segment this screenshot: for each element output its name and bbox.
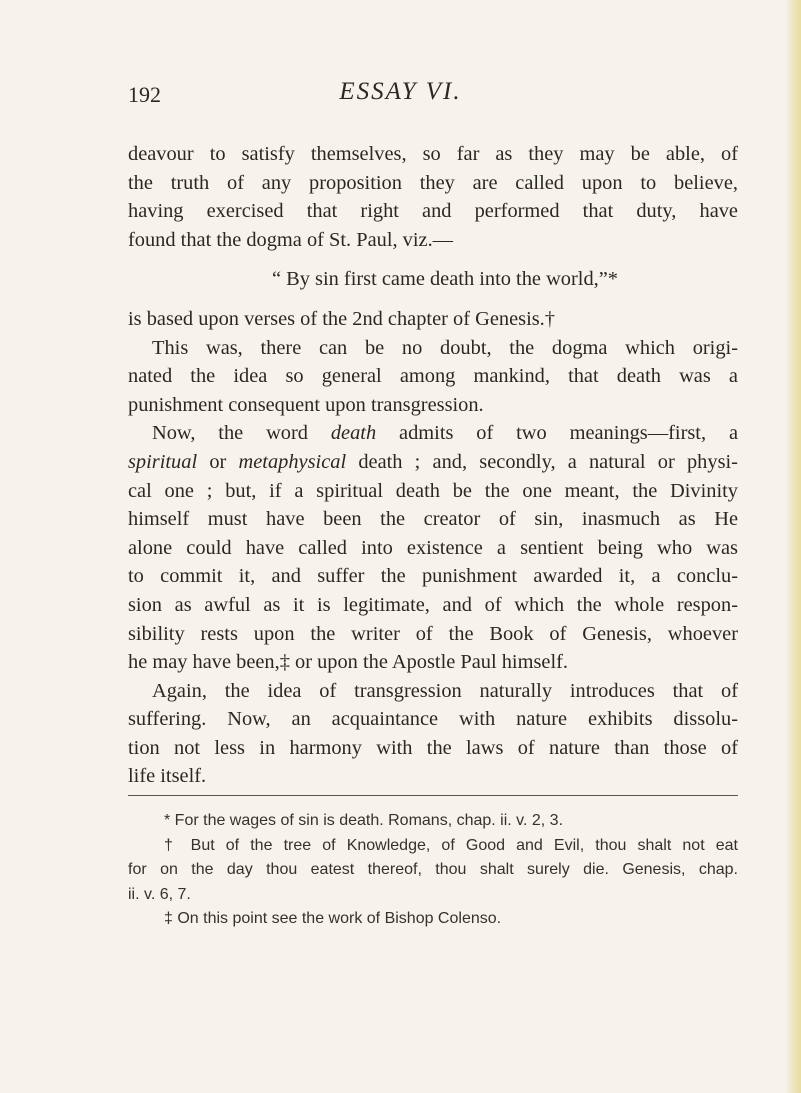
footnote: * For the wages of sin is death. Romans, chap. ii. v. 2, 3.	[164, 812, 564, 829]
text-line: himself must have been the creator of sin, inasmuch as He	[128, 508, 738, 531]
text-line	[128, 448, 738, 477]
footnotes	[128, 809, 738, 932]
text-line: Again, the idea of transgression naturally introduces that of	[152, 679, 738, 702]
page-header	[0, 78, 801, 112]
text-line: life itself.	[128, 765, 207, 788]
footnote: † But of the tree of Knowledge, of Good and Evil, thou shalt not eat	[164, 836, 738, 854]
footnote-line: for on the day thou eatest thereof, thou shalt surely die. Genesis, chap.	[128, 861, 738, 878]
text-line: punishment consequent upon transgression.	[128, 393, 484, 416]
text-line: cal one ; but, if a spiritual death be the one meant, the Divinity	[128, 479, 738, 502]
text-line	[128, 419, 738, 448]
text-line: This was, there can be no doubt, the dogma which origi-	[152, 336, 738, 359]
text-line: the truth of any proposition they are called upon to believe,	[128, 171, 738, 194]
page-number: 192	[128, 82, 161, 107]
italic-word: death	[330, 422, 377, 445]
text-line: suffering. Now, an acquaintance with nature exhibits dissolu-	[128, 708, 738, 731]
text-span: death ; and, secondly, a natural or physi-	[358, 450, 738, 473]
text-line: deavour to satisfy themselves, so far as they may be able, of	[128, 143, 738, 165]
body-text	[128, 140, 738, 791]
text-line: sion as awful as it is legitimate, and of which the whole respon-	[128, 593, 738, 616]
footnote: ‡ On this point see the work of Bishop Colenso.	[164, 910, 502, 927]
text-line: he may have been,‡ or upon the Apostle Paul himself.	[128, 651, 569, 674]
text-span: admits of two meanings—first, a	[399, 422, 738, 445]
text-line: to commit it, and suffer the punishment awarded it, a conclu-	[128, 565, 738, 588]
text-line: is based upon verses of the 2nd chapter of Genesis.†	[128, 307, 555, 330]
page-edge	[785, 0, 801, 1093]
text-line: tion not less in harmony with the laws of nature than those of	[128, 736, 738, 759]
italic-word: metaphysical	[238, 450, 347, 473]
footnote-line: ii. v. 6, 7.	[128, 885, 191, 903]
footnote-rule	[128, 795, 738, 796]
text-line: found that the dogma of St. Paul, viz.—	[128, 228, 454, 251]
text-line: nated the idea so general among mankind, that death was a	[128, 365, 738, 388]
text-span: Now, the word	[152, 422, 308, 445]
text-span: or	[209, 450, 227, 473]
block-quote: “ By sin first came death into the world,”*	[272, 268, 618, 291]
text-line: sibility rests upon the writer of the Book of Genesis, whoever	[128, 622, 738, 645]
running-head: ESSAY VI.	[339, 78, 462, 105]
text-line: having exercised that right and performed that duty, have	[128, 200, 738, 223]
text-line: alone could have called into existence a sentient being who was	[128, 536, 738, 559]
italic-word: spiritual	[128, 450, 198, 473]
